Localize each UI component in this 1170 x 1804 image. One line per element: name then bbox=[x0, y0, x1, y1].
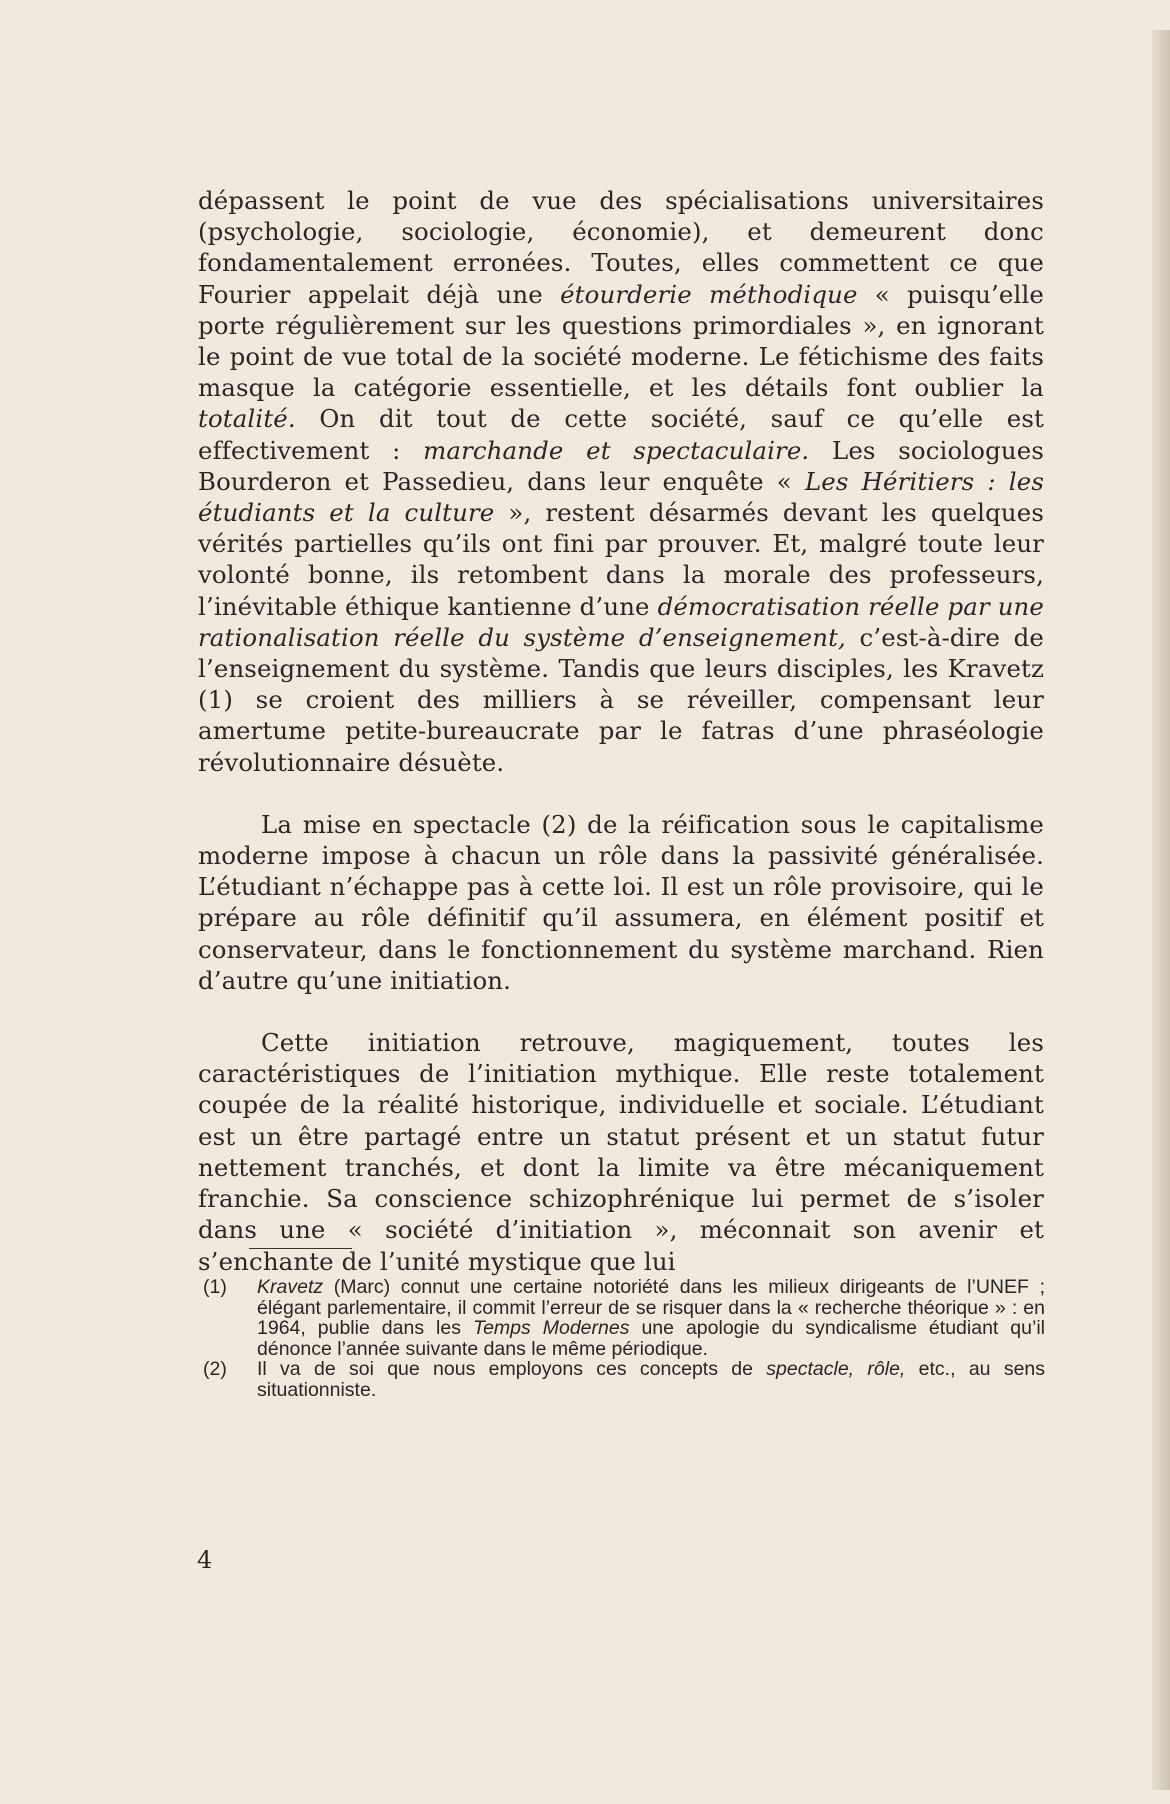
paragraph-3 bbox=[198, 1027, 1044, 1277]
paragraph-1 bbox=[198, 185, 1044, 778]
text-run: une apologie du syndicalisme étudiant qu’il dénonce l’année suivante dans le même périodique. bbox=[257, 1317, 1045, 1360]
text-run: La mise en spectacle (2) de la réification sous le capitalisme moderne impose à chacun un rôle dans la passivité généralisée. L’étudiant n’échappe pas à cette loi. Il est un rôle provisoire, qui le prépare au rôle définitif qu’il assumera, en élément positif et conservateur, dans le fonctionnement du système marchand. Rien d’autre qu’une initiation. bbox=[198, 809, 1044, 995]
italic-text: totalité. bbox=[198, 404, 296, 434]
footnote-separator bbox=[249, 1248, 352, 1249]
italic-text: spectacle, rôle, bbox=[766, 1358, 906, 1380]
text-run: On dit tout de cette société, sauf ce qu’elle est effectivement : bbox=[198, 404, 1044, 465]
footnote-2 bbox=[203, 1359, 1045, 1400]
paragraph-2 bbox=[198, 809, 1044, 996]
italic-text: Kravetz bbox=[257, 1276, 324, 1298]
page-number: 4 bbox=[197, 1546, 213, 1574]
italic-text: Les Héritiers : les étudiants et la culture bbox=[198, 466, 1045, 528]
footnote-text bbox=[257, 1358, 1045, 1401]
footnote-number: (2) bbox=[203, 1358, 227, 1380]
text-run: Il va de soi que nous employons ces concepts de bbox=[257, 1358, 767, 1380]
italic-text: démocratisation réelle par une rationalisation réelle du système d’enseignement, bbox=[198, 591, 1044, 652]
footnote-1 bbox=[203, 1277, 1045, 1359]
italic-text: marchande et spectaculaire. bbox=[423, 435, 810, 465]
italic-text: Temps Modernes bbox=[472, 1317, 630, 1339]
footnote-number: (1) bbox=[203, 1276, 227, 1298]
text-run: », restent désarmés devant les quelques vérités partielles qu’ils ont fini par prouver. Et, malgré toute leur volonté bonne, ils retombent dans la morale des professeurs, l’inévitable éthique kantienne d’une bbox=[198, 498, 1044, 621]
italic-text: étourderie méthodique bbox=[560, 279, 858, 309]
text-run: « puisqu’elle porte régulièrement sur les questions primordiales », en ignorant le point de vue total de la société moderne. Le fétichisme des faits masque la catégorie essentielle, et les détails font oublier la bbox=[198, 279, 1044, 403]
text-run: Les sociologues Bourderon et Passedieu, dans leur enquête « bbox=[198, 435, 1044, 496]
text-run: dépassent le point de vue des spécialisations universitaires (psychologie, sociologie, économie), et demeurent donc fondamentalement erronées. Toutes, elles commettent ce que Fourier appelait déjà une bbox=[198, 186, 1044, 309]
footnotes bbox=[203, 1277, 1045, 1400]
text-run: c’est-à-dire de l’enseignement du système. Tandis que leurs disciples, les Kravetz (1) se croient des milliers à se réveiller, compensant leur amertume petite-bureaucrate par le fatras d’une phraséologie révolutionnaire désuète. bbox=[198, 622, 1044, 777]
text-run: (Marc) connut une certaine notoriété dans les milieux dirigeants de l’UNEF ; élégant parlementaire, il commit l’erreur de se risquer dans la « recherche théorique » : en 1964, publie dans les bbox=[257, 1276, 1045, 1339]
text-run: etc., au sens situationniste. bbox=[257, 1358, 1046, 1401]
text-run: Cette initiation retrouve, magiquement, toutes les caractéristiques de l’initiation mythique. Elle reste totalement coupée de la réalité historique, individuelle et sociale. L’étudiant est un être partagé entre un statut présent et un statut futur nettement tranchés, et dont la limite va être mécaniquement franchie. Sa conscience schizophrénique lui permet de s’isoler dans une « société d’initiation », méconnait son avenir et s’enchante de l’unité mystique que lui bbox=[198, 1028, 1044, 1276]
footnote-text bbox=[257, 1276, 1045, 1360]
page-edge-shadow bbox=[1152, 30, 1170, 1790]
body-text bbox=[198, 185, 1044, 1277]
